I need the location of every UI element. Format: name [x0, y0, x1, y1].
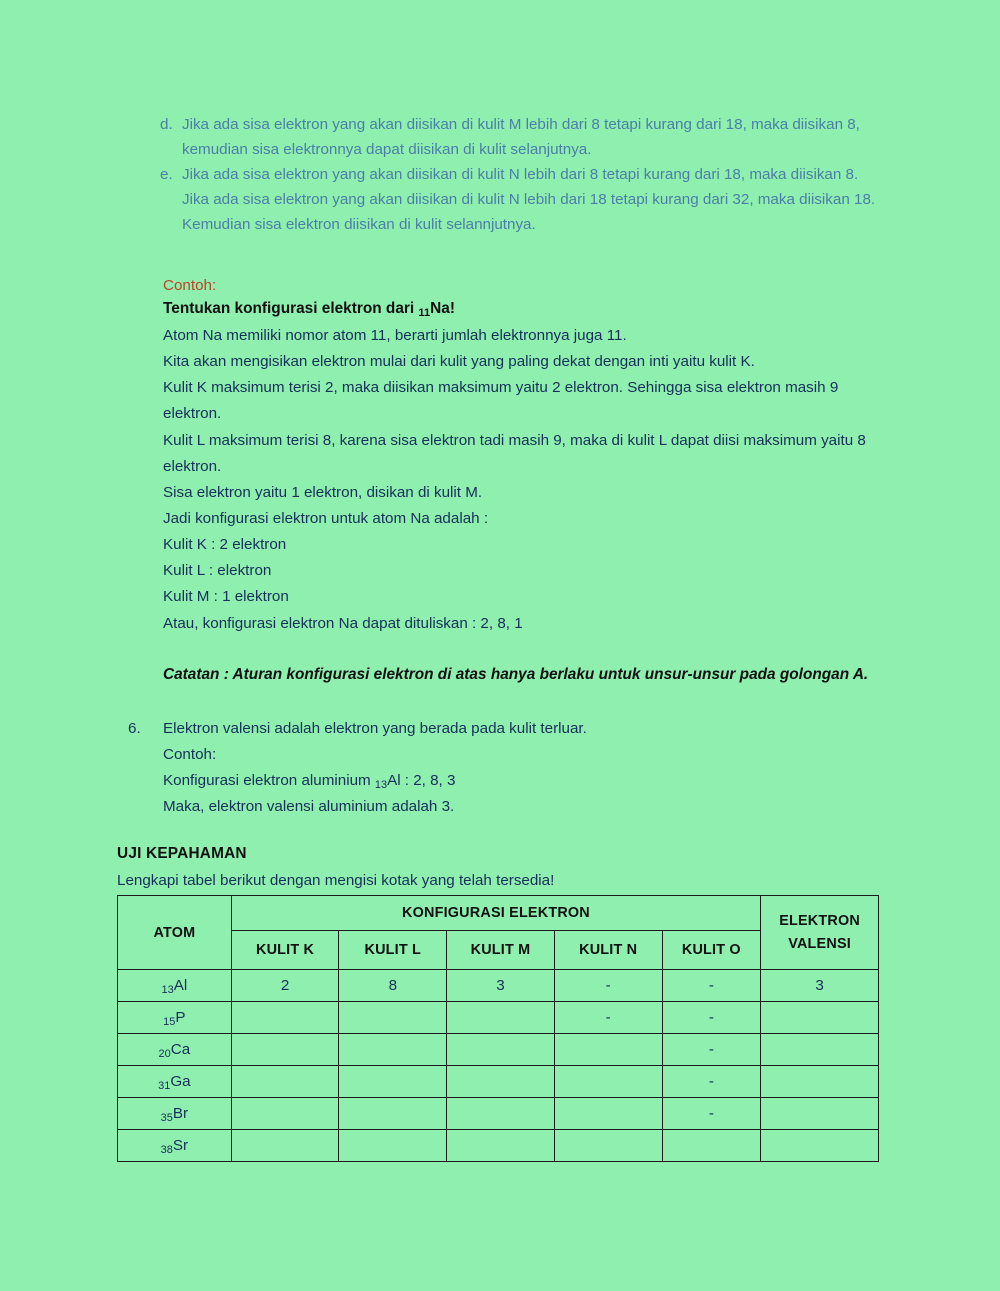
uji-instruction: Lengkapi tabel berikut dengan mengisi kotak yang telah tersedia!	[117, 872, 555, 889]
cell-kulit-l[interactable]	[339, 1066, 447, 1098]
list-item	[160, 113, 880, 162]
example-line: Sisa elektron yaitu 1 elektron, disikan di kulit M.	[163, 483, 483, 501]
cell-kulit-n[interactable]	[554, 1098, 662, 1130]
cell-kulit-n[interactable]: -	[554, 1002, 662, 1034]
cell-kulit-k[interactable]: 2	[231, 970, 339, 1002]
table-row	[118, 1066, 879, 1098]
column-header-elektron-valensi	[761, 896, 879, 970]
cell-kulit-k[interactable]	[231, 1002, 339, 1034]
column-header-kulit-n: KULIT N	[554, 931, 662, 970]
item6-config-subscript: 13	[374, 779, 388, 792]
cell-kulit-o[interactable]: -	[662, 1002, 761, 1034]
cell-kulit-m[interactable]: 3	[447, 970, 555, 1002]
example-line: Kulit K maksimum terisi 2, maka diisikan maksimum yaitu 2 elektron. Sehingga sisa elektron masih 9 elektron.	[163, 379, 839, 423]
table-row	[118, 1130, 879, 1162]
item6-line: Elektron valensi adalah elektron yang berada pada kulit terluar.	[163, 720, 587, 737]
example-line: Kulit M : 1 elektron	[163, 588, 289, 606]
cell-kulit-o[interactable]: -	[662, 1066, 761, 1098]
konfigurasi-table-wrapper	[117, 895, 879, 1162]
item6-contoh-label: Contoh:	[163, 746, 217, 764]
atom-number: 35	[160, 1112, 173, 1124]
column-header-kulit-o: KULIT O	[662, 931, 761, 970]
example-line: Atau, konfigurasi elektron Na dapat dituliskan : 2, 8, 1	[163, 614, 523, 632]
cell-atom	[118, 970, 232, 1002]
item6-config-prefix: Konfigurasi elektron aluminium	[163, 772, 375, 790]
example-body	[163, 323, 879, 637]
list-item-text: Jika ada sisa elektron yang akan diisikan di kulit M lebih dari 8 tetapi kurang dari 18, maka diisikan 8, kemudian sisa elektronnya dapat diisikan di kulit selanjutnya.	[182, 116, 860, 158]
cell-atom	[118, 1130, 232, 1162]
example-line: Kita akan mengisikan elektron mulai dari kulit yang paling dekat dengan inti yaitu kulit K.	[163, 353, 755, 371]
cell-kulit-k[interactable]	[231, 1034, 339, 1066]
section-title-uji-kepahaman: UJI KEPAHAMAN	[117, 845, 247, 862]
atom-number: 15	[163, 1016, 176, 1028]
cell-kulit-m[interactable]	[447, 1130, 555, 1162]
table-row	[118, 1034, 879, 1066]
konfigurasi-elektron-table	[117, 895, 879, 1162]
cell-kulit-o[interactable]: -	[662, 1034, 761, 1066]
elektron-valensi-line2: VALENSI	[788, 935, 851, 952]
cell-kulit-l[interactable]	[339, 1002, 447, 1034]
table-head	[118, 896, 879, 970]
column-header-kulit-k: KULIT K	[231, 931, 339, 970]
table-header-row	[118, 896, 879, 931]
elektron-valensi-line1: ELEKTRON	[779, 913, 860, 930]
column-header-konfigurasi-elektron: KONFIGURASI ELEKTRON	[231, 896, 760, 931]
cell-kulit-n[interactable]	[554, 1066, 662, 1098]
cell-kulit-l[interactable]	[339, 1130, 447, 1162]
cell-atom	[118, 1066, 232, 1098]
numbered-item-6	[128, 716, 880, 821]
item6-config-line	[163, 768, 587, 794]
cell-kulit-n[interactable]: -	[554, 970, 662, 1002]
example-title-subscript: 11	[418, 307, 431, 319]
column-header-kulit-m: KULIT M	[447, 931, 555, 970]
atom-symbol: Sr	[172, 1137, 189, 1154]
contoh-label: Contoh:	[163, 277, 217, 294]
atom-symbol: Al	[173, 977, 188, 994]
example-line: Jadi konfigurasi elektron untuk atom Na adalah :	[163, 509, 489, 527]
table-row	[118, 970, 879, 1002]
cell-kulit-m[interactable]	[447, 1034, 555, 1066]
example-title-prefix: Tentukan konfigurasi elektron dari	[163, 300, 419, 317]
cell-kulit-o[interactable]: -	[662, 970, 761, 1002]
column-header-kulit-l: KULIT L	[339, 931, 447, 970]
example-title	[163, 297, 455, 322]
cell-atom	[118, 1002, 232, 1034]
cell-kulit-n[interactable]	[554, 1130, 662, 1162]
atom-symbol: P	[175, 1009, 186, 1026]
example-line: Kulit K : 2 elektron	[163, 536, 287, 554]
cell-elektron-valensi[interactable]	[761, 1066, 879, 1098]
cell-kulit-l[interactable]: 8	[339, 970, 447, 1002]
atom-number: 31	[158, 1080, 171, 1092]
cell-atom	[118, 1034, 232, 1066]
atom-number: 20	[158, 1048, 171, 1060]
catatan-note: Catatan : Aturan konfigurasi elektron di atas hanya berlaku untuk unsur-unsur pada golongan A.	[163, 666, 869, 683]
cell-kulit-n[interactable]	[554, 1034, 662, 1066]
cell-kulit-m[interactable]	[447, 1098, 555, 1130]
cell-elektron-valensi[interactable]	[761, 1002, 879, 1034]
item6-line: Maka, elektron valensi aluminium adalah 3.	[163, 798, 455, 816]
cell-atom	[118, 1098, 232, 1130]
numbered-item-marker: 6.	[128, 720, 141, 737]
example-line: Atom Na memiliki nomor atom 11, berarti jumlah elektronnya juga 11.	[163, 327, 627, 344]
example-line: Kulit L maksimum terisi 8, karena sisa elektron tadi masih 9, maka di kulit L dapat diisi maksimum yaitu 8 elektron.	[163, 431, 866, 475]
cell-kulit-m[interactable]	[447, 1002, 555, 1034]
atom-number: 13	[161, 984, 174, 996]
cell-elektron-valensi[interactable]: 3	[761, 970, 879, 1002]
example-line: Kulit L : elektron	[163, 562, 272, 580]
cell-elektron-valensi[interactable]	[761, 1130, 879, 1162]
column-header-atom: ATOM	[118, 896, 232, 970]
list-item-text: Jika ada sisa elektron yang akan diisikan di kulit N lebih dari 8 tetapi kurang dari 18, maka diisikan 8. Jika ada sisa elektron yang akan diisikan di kulit N lebih dari 18 tetapi kurang dari 32, maka diisikan 18. Kemudian sisa elektron diisikan di kulit selannjutnya.	[182, 166, 876, 233]
atom-number: 38	[160, 1144, 173, 1156]
cell-kulit-l[interactable]	[339, 1098, 447, 1130]
atom-symbol: Ca	[170, 1041, 191, 1058]
cell-elektron-valensi[interactable]	[761, 1034, 879, 1066]
list-marker: e.	[160, 166, 173, 184]
cell-kulit-o[interactable]	[662, 1130, 761, 1162]
cell-kulit-k[interactable]	[231, 1098, 339, 1130]
cell-kulit-k[interactable]	[231, 1130, 339, 1162]
cell-kulit-o[interactable]: -	[662, 1098, 761, 1130]
list-marker: d.	[160, 116, 173, 133]
table-row	[118, 1002, 879, 1034]
cell-kulit-l[interactable]	[339, 1034, 447, 1066]
cell-elektron-valensi[interactable]	[761, 1098, 879, 1130]
cell-kulit-k[interactable]	[231, 1066, 339, 1098]
cell-kulit-m[interactable]	[447, 1066, 555, 1098]
example-title-suffix: Na!	[430, 300, 455, 317]
table-row	[118, 1098, 879, 1130]
numbered-item-body	[163, 716, 587, 821]
list-item	[160, 163, 880, 237]
atom-symbol: Br	[172, 1105, 189, 1122]
table-body	[118, 970, 879, 1162]
atom-symbol: Ga	[170, 1073, 191, 1090]
rule-list	[160, 113, 880, 238]
item6-config-suffix: Al : 2, 8, 3	[387, 772, 456, 790]
